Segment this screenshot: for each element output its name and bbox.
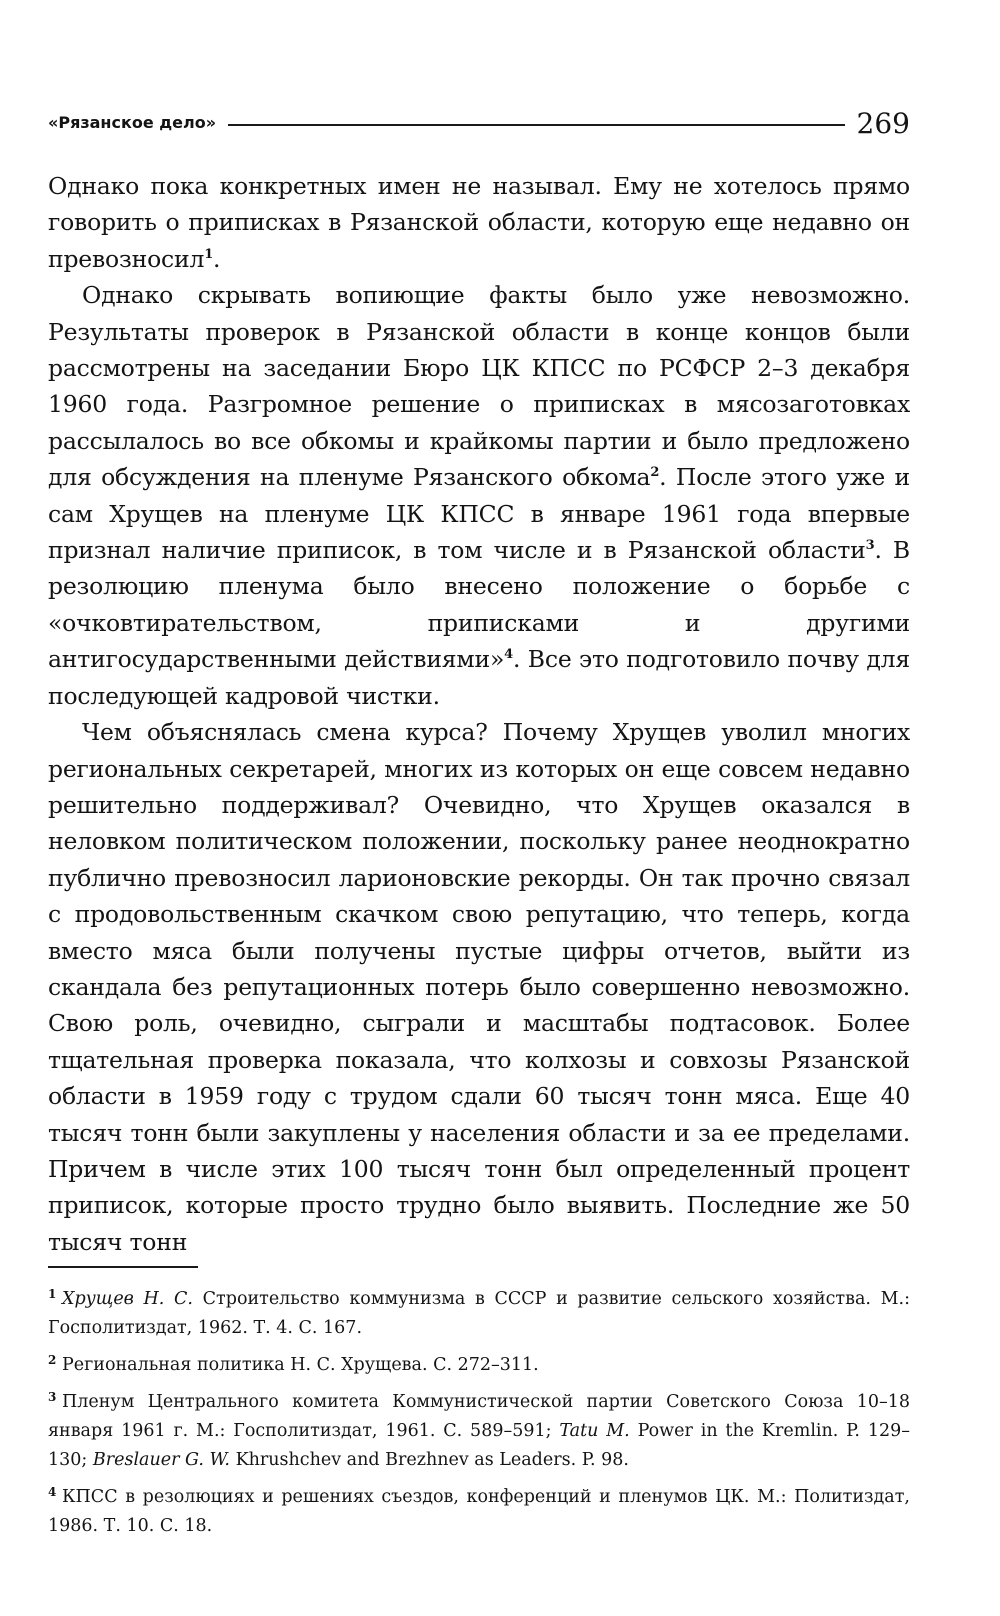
- paragraph-3: Чем объяснялась смена курса? Почему Хрущев уволил многих региональных секретарей, многих из которых он еще совсем недавно решительно поддерживал? Очевидно, что Хрущев оказался в неловком политическом положении, поскольку ранее неоднократно публично превозносил ларионовские рекорды. Он так прочно связал с продовольственным скачком свою репутацию, что теперь, когда вместо мяса были получены пустые цифры отчетов, выйти из скандала без репутационных потерь было совершенно невозможно. Свою роль, очевидно, сыграли и масштабы подтасовок. Более тщательная проверка показала, что колхозы и совхозы Рязанской области в 1959 году с трудом сдали 60 тысяч тонн мяса. Еще 40 тысяч тонн были закуплены у населения области и за ее пределами. Причем в числе этих 100 тысяч тонн был определенный процент приписок, которые просто трудно было выявить. Последние же 50 тысяч тонн: [48, 718, 910, 1256]
- paragraph-2-part-d: . Все это подготовило почву для последующей кадровой чистки.: [48, 645, 910, 710]
- running-title: «Рязанское дело»: [48, 113, 217, 132]
- footnote-mark: 3: [48, 1390, 57, 1404]
- footnote-author: Хрущев Н. С.: [62, 1289, 193, 1309]
- paragraph-2-part-a: Однако скрывать вопиющие факты было уже невозможно. Результаты проверок в Рязанской области в конце концов были рассмотрены на заседании Бюро ЦК КПСС по РСФСР 2–3 декабря 1960 года. Разгромное решение о приписках в мясозаготовках рассылалось во все обкомы и крайкомы партии и было предложено для обсуждения на пленуме Рязанского обкома: [48, 281, 910, 492]
- footnote-text: Региональная политика Н. С. Хрущева. С. 272–311.: [62, 1355, 539, 1375]
- footnote-text: Пленум Центрального комитета Коммунистической партии Советского Союза 10–18 января 1961 г. М.: Госполитиздат, 1961. С. 589–591;: [48, 1392, 910, 1441]
- footnote-mark: 2: [48, 1353, 57, 1367]
- footnote-text: Строительство коммунизма в СССР и развитие сельского хозяйства. М.: Госполитиздат, 1962. Т. 4. С. 167.: [48, 1289, 910, 1338]
- paragraph-2-part-c: . В резолюцию пленума было внесено положение о борьбе с «очковтирательством, приписками и другими антигосударственными действиями»: [48, 536, 910, 674]
- footnote-2: [48, 1346, 910, 1380]
- running-header: [48, 98, 910, 138]
- footnote-ref-3: 3: [865, 538, 875, 554]
- footnote-author: Breslauer G. W.: [92, 1450, 230, 1470]
- footnote-text: Power in the Kremlin. P. 129–130;: [48, 1421, 910, 1470]
- footnote-ref-2: 2: [650, 465, 660, 481]
- page-number: 269: [856, 107, 910, 140]
- footnotes: [48, 1280, 910, 1544]
- paragraph-1-end: .: [213, 244, 221, 273]
- footnote-ref-1: 1: [204, 246, 214, 262]
- footnote-separator: [48, 1266, 198, 1268]
- footnote-4: [48, 1478, 910, 1541]
- paragraph-1-text: Однако пока конкретных имен не называл. Ему не хотелось прямо говорить о приписках в Рязанской области, которую еще недавно он превозносил: [48, 172, 910, 273]
- footnote-text: КПСС в резолюциях и решениях съездов, конференций и пленумов ЦК. М.: Политиздат, 1986. Т. 10. С. 18.: [48, 1487, 910, 1536]
- footnote-text: Khrushchev and Brezhnev as Leaders. P. 98.: [230, 1450, 629, 1470]
- footnote-mark: 4: [48, 1485, 57, 1499]
- footnote-ref-4: 4: [504, 647, 513, 663]
- header-rule: [228, 124, 844, 126]
- footnote-1: [48, 1280, 910, 1343]
- footnote-author: Tatu M.: [559, 1421, 630, 1441]
- paragraph-1: [48, 168, 910, 277]
- paragraph-2: [48, 277, 910, 714]
- paragraph-2-part-b: . После этого уже и сам Хрущев на пленуме ЦК КПСС в январе 1961 года впервые признал наличие приписок, в том числе и в Рязанской области: [48, 463, 910, 565]
- main-text: [48, 168, 910, 1260]
- footnote-3: [48, 1383, 910, 1475]
- footnote-mark: 1: [48, 1287, 57, 1301]
